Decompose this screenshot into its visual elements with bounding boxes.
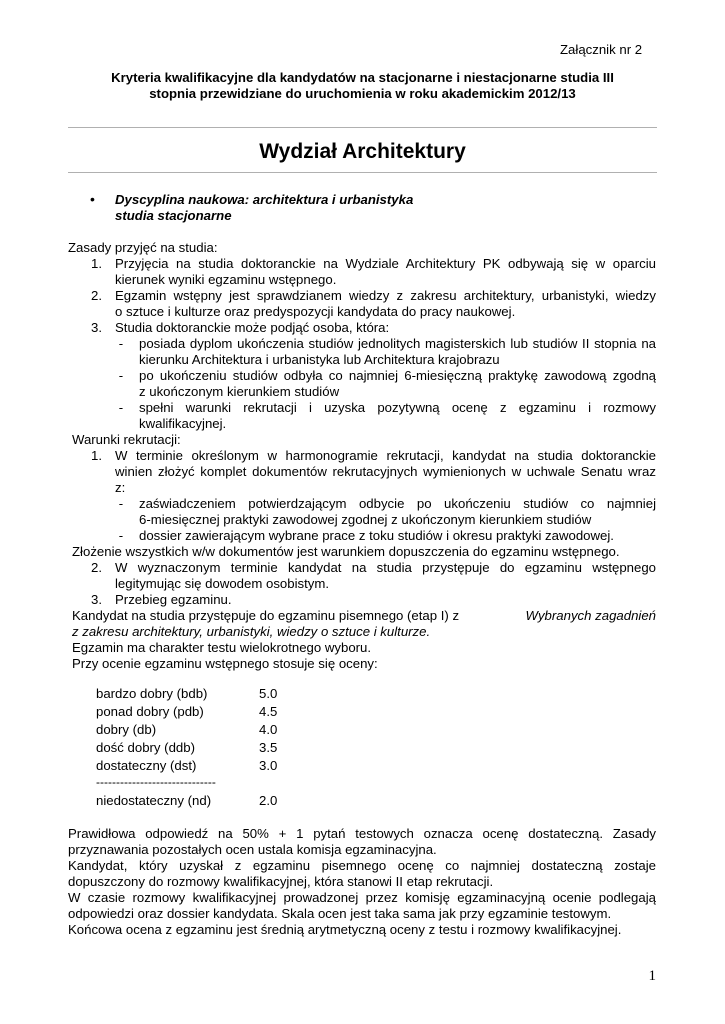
grade-name: bardzo dobry (bdb): [96, 686, 208, 701]
condition-2-line1: W wyznaczonym terminie kandydat na studia przystępuje do egzaminu wstępnego: [115, 560, 656, 575]
condition-1a-line1: zaświadczeniem potwierdzającym odbycie po ukończeniu studiów co najmniej: [139, 496, 656, 511]
dash-marker: -: [118, 368, 124, 383]
rule-3-line1: Studia doktoranckie może podjąć osoba, która:: [115, 320, 390, 335]
annex-label: Załącznik nr 2: [560, 42, 643, 57]
condition-3-line1: Przebieg egzaminu.: [115, 592, 232, 607]
bullet-icon: •: [90, 191, 95, 207]
closing-line: W czasie rozmowy kwalifikacyjnej prowadzonej przez komisję egzaminacyjną ocenie podlegają: [68, 890, 656, 905]
condition-1-line2: winien złożyć komplet dokumentów rekrutacyjnych wymienionych w uchwale Senatu wraz: [115, 464, 656, 479]
submission-note: Złożenie wszystkich w/w dokumentów jest warunkiem dopuszczenia do egzaminu wstępnego.: [72, 544, 620, 559]
condition-1-line1: W terminie określonym w harmonogramie rekrutacji, kandydat na studia doktoranckie: [115, 448, 656, 463]
condition-1b-line1: dossier zawierającym wybrane prace z toku studiów i okresu praktyki zawodowej.: [139, 528, 614, 543]
grade-name: dość dobry (ddb): [96, 740, 195, 755]
closing-line: odpowiedzi oraz dossier kandydata. Skala ocen jest taka sama jak przy egzaminie testowym.: [68, 906, 612, 921]
rule-number: 3.: [91, 320, 102, 335]
rule-number: 1.: [91, 256, 102, 271]
closing-line: przyznawania pozostałych ocen ustala komisja egzaminacyjna.: [68, 842, 437, 857]
discipline-line2: studia stacjonarne: [115, 208, 232, 223]
rule-3a-line2: kierunku Architektura i urbanistyka lub Architektura krajobrazu: [139, 352, 500, 367]
document-title-line2: stopnia przewidziane do uruchomienia w roku akademickim 2012/13: [149, 86, 576, 101]
discipline-line1: Dyscyplina naukowa: architektura i urbanistyka: [115, 192, 414, 207]
grades-separator: ------------------------------: [96, 775, 216, 789]
closing-line: Prawidłowa odpowiedź na 50% + 1 pytań testowych oznacza ocenę dostateczną. Zasady: [68, 826, 656, 841]
exam-line3: Egzamin ma charakter testu wielokrotnego wyboru.: [72, 640, 372, 655]
rule-2-line1: Egzamin wstępny jest sprawdzianem wiedzy z zakresu architektury, urbanistyki, wiedzy: [115, 288, 656, 303]
dash-marker: -: [118, 496, 124, 511]
condition-1a-line2: 6-miesięcznej praktyki zawodowej zgodnej z ukończonym kierunkiem studiów: [139, 512, 592, 527]
condition-2-line2: legitymując się dowodem osobistym.: [115, 576, 330, 591]
rule-1-line2: kierunek wyniki egzaminu wstępnego.: [115, 272, 337, 287]
dash-marker: -: [118, 336, 124, 351]
rule-number: 2.: [91, 288, 102, 303]
conditions-intro: Warunki rekrutacji:: [72, 432, 181, 447]
document-title-line1: Kryteria kwalifikacyjne dla kandydatów na stacjonarne i niestacjonarne studia III: [111, 70, 614, 85]
condition-1-line3: z:: [115, 480, 126, 495]
rule-1-line1: Przyjęcia na studia doktoranckie na Wydziale Architektury PK odbywają się w oparciu: [115, 256, 656, 271]
closing-line: dopuszczony do rozmowy kwalifikacyjnej, która stanowi II etap rekrutacji.: [68, 874, 494, 889]
rule-2-line2: o sztuce i kulturze oraz predyspozycji kandydata do pracy naukowej.: [115, 304, 516, 319]
rules-intro: Zasady przyjęć na studia:: [68, 240, 218, 255]
faculty-heading: Wydział Architektury: [259, 140, 466, 163]
grade-fail-name: niedostateczny (nd): [96, 793, 212, 808]
dash-marker: -: [118, 400, 124, 415]
condition-number: 1.: [91, 448, 102, 463]
grade-value: 3.5: [259, 740, 278, 755]
rule-3b-line1: po ukończeniu studiów odbyła co najmniej 6-miesięczną praktykę zawodową zgodną: [139, 368, 656, 383]
exam-line1-italic: Wybranych zagadnień: [525, 608, 656, 623]
closing-line: Końcowa ocena z egzaminu jest średnią arytmetyczną oceny z testu i rozmowy kwalifikacyjnej.: [68, 922, 622, 937]
grade-value: 4.0: [259, 722, 278, 737]
dash-marker: -: [118, 528, 124, 543]
grade-value: 3.0: [259, 758, 278, 773]
closing-line: Kandydat, który uzyskał z egzaminu pisemnego ocenę co najmniej dostateczną zostaje: [68, 858, 656, 873]
grade-value: 4.5: [259, 704, 278, 719]
top-divider: [68, 127, 657, 128]
exam-line1: [72, 608, 656, 624]
exam-line4: Przy ocenie egzaminu wstępnego stosuje się oceny:: [72, 656, 378, 671]
exam-line1-text: Kandydat na studia przystępuje do egzaminu pisemnego (etap I) z: [72, 608, 463, 623]
rule-3b-line2: z ukończonym kierunkiem studiów: [139, 384, 340, 399]
grade-name: dostateczny (dst): [96, 758, 197, 773]
bottom-divider: [68, 172, 657, 173]
page-number: 1: [648, 968, 656, 984]
grade-name: dobry (db): [96, 722, 157, 737]
rule-3c-line2: kwalifikacyjnej.: [139, 416, 227, 431]
grade-name: ponad dobry (pdb): [96, 704, 204, 719]
rule-3a-line1: posiada dyplom ukończenia studiów jednolitych magisterskich lub studiów II stopnia na: [139, 336, 656, 351]
condition-number: 2.: [91, 560, 102, 575]
rule-3c-line1: spełni warunki rekrutacji i uzyska pozytywną ocenę z egzaminu i rozmowy: [139, 400, 656, 415]
grade-fail-value: 2.0: [259, 793, 278, 808]
grade-value: 5.0: [259, 686, 278, 701]
exam-line2: z zakresu architektury, urbanistyki, wiedzy o sztuce i kulturze.: [72, 624, 431, 639]
condition-number: 3.: [91, 592, 102, 607]
